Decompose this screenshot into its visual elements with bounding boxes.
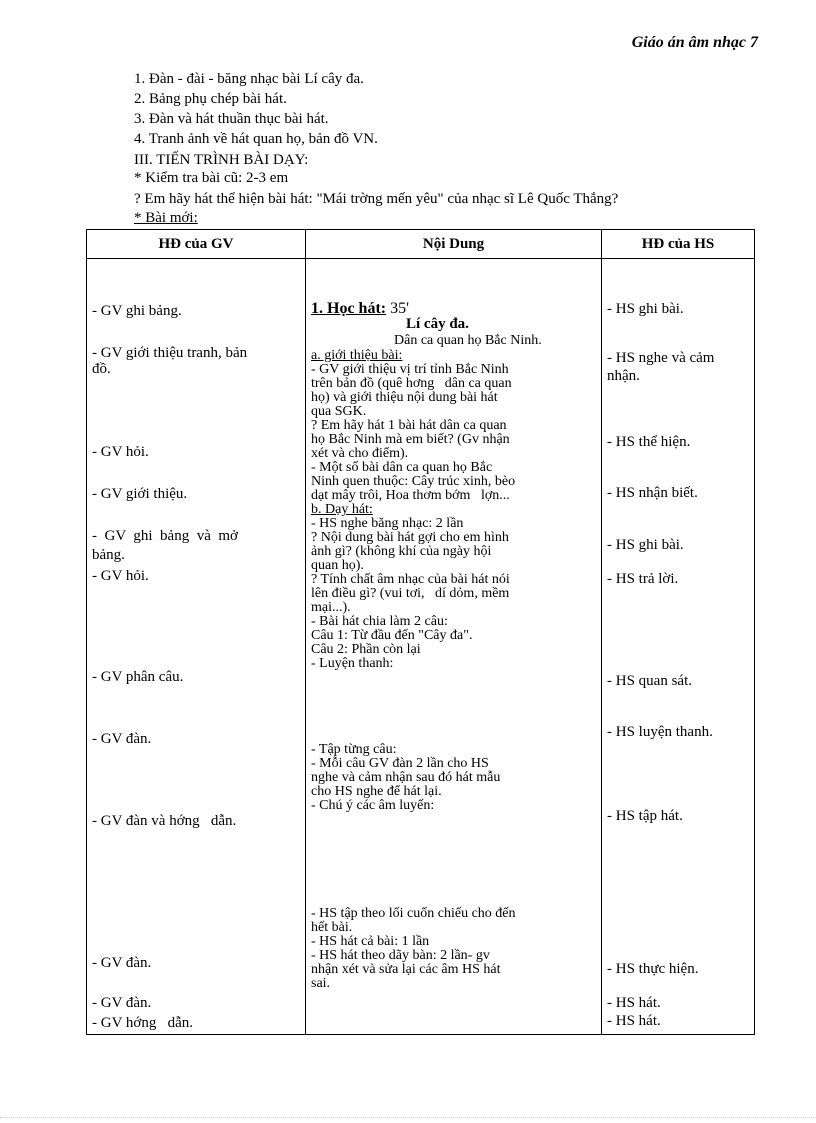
hs-item: nhận.	[607, 368, 640, 384]
hs-item: - HS luyện thanh.	[607, 724, 713, 740]
content-line: quan họ).	[311, 558, 364, 573]
content-line: ảnh gì? (không khí của ngày hội	[311, 544, 492, 559]
header-gv: HĐ của GV	[87, 230, 306, 259]
content-line: họ Bắc Ninh mà em biết? (Gv nhận	[311, 432, 510, 447]
gv-item: đồ.	[92, 361, 111, 377]
gv-item: - GV đàn.	[92, 995, 152, 1011]
gv-item: - GV giới thiệu.	[92, 486, 188, 502]
gv-item: - GV hỏi.	[92, 568, 149, 584]
content-line: Ninh quen thuộc: Cây trúc xinh, bèo	[311, 474, 516, 489]
song-title: Lí cây đa.	[406, 316, 469, 332]
content-line: ? Nội dung bài hát gợi cho em hình	[311, 530, 509, 545]
content-line: - GV giới thiệu vị trí tỉnh Bắc Ninh	[311, 362, 509, 377]
content-line: ? Tính chất âm nhạc của bài hát nói	[311, 572, 510, 587]
subheading: a. giới thiệu bài:	[311, 348, 403, 363]
content-line: nhận xét và sửa lại các âm HS hát	[311, 962, 501, 977]
page-header: Giáo án âm nhạc 7	[631, 34, 758, 51]
content-column	[306, 259, 602, 1035]
hs-item: - HS tập hát.	[607, 808, 683, 824]
content-line: họ) và giới thiệu nội dung bài hát	[311, 390, 498, 405]
gv-item: - GV ghi bảng và mở	[92, 528, 238, 544]
content-line: - Một số bài dân ca quan họ Bắc	[311, 460, 493, 475]
content-line: - HS hát cả bài: 1 lần	[311, 934, 430, 949]
content-line: Câu 1: Từ đầu đến "Cây đa".	[311, 628, 473, 643]
content-line: mại...).	[311, 600, 351, 615]
intro-line: 4. Tranh ảnh về hát quan họ, bản đồ VN.	[134, 131, 378, 147]
content-line: - Luyện thanh:	[311, 656, 394, 671]
gv-item: - GV hỏi.	[92, 444, 149, 460]
content-line: cho HS nghe để hát lại.	[311, 784, 442, 799]
intro-line: 1. Đàn - đài - băng nhạc bài Lí cây đa.	[134, 71, 364, 87]
gv-item: bảng.	[92, 547, 125, 563]
intro-line: 2. Bảng phụ chép bài hát.	[134, 91, 287, 107]
gv-item: - GV hớng dẫn.	[92, 1015, 193, 1031]
content-line: dạt mây trôi, Hoa thơm bớm lợn...	[311, 488, 510, 503]
content-line: xét và cho điểm).	[311, 446, 409, 461]
hs-item: - HS hát.	[607, 1013, 661, 1029]
content-line: - Tập từng câu:	[311, 742, 397, 757]
intro-question: ? Em hãy hát thể hiện bài hát: "Mái trờng mến yêu" của nhạc sĩ Lê Quốc Thắng?	[134, 191, 619, 207]
intro-line: * Kiểm tra bài cũ: 2-3 em	[134, 170, 289, 186]
hs-item: - HS thực hiện.	[607, 961, 699, 977]
content-line: hết bài.	[311, 920, 353, 935]
header-hs: HĐ của HS	[602, 230, 755, 259]
intro-line: 3. Đàn và hát thuần thục bài hát.	[134, 111, 329, 127]
gv-item: - GV đàn.	[92, 955, 152, 971]
content-line: sai.	[311, 976, 331, 991]
hs-item: - HS quan sát.	[607, 673, 692, 689]
content-line: - Mỗi câu GV đàn 2 lần cho HS	[311, 756, 489, 771]
hs-column	[602, 259, 755, 1035]
gv-item: - GV đàn và hớng dẫn.	[92, 813, 237, 829]
gv-column	[87, 259, 306, 1035]
content-line: - HS nghe băng nhạc: 2 lần	[311, 516, 464, 531]
content-line: lên điều gì? (vui tơi, dí dỏm, mềm	[311, 586, 510, 601]
section-heading: III. TIẾN TRÌNH BÀI DẠY:	[134, 152, 309, 168]
song-origin: Dân ca quan họ Bắc Ninh.	[394, 333, 542, 348]
intro-line: * Bài mới:	[134, 210, 198, 226]
content-line: ? Em hãy hát 1 bài hát dân ca quan	[311, 418, 507, 433]
content-line: trên bản đồ (quê hơng dân ca quan	[311, 376, 512, 391]
page-bottom-divider	[0, 1117, 816, 1118]
hs-item: - HS nhận biết.	[607, 485, 698, 501]
hs-item: - HS hát.	[607, 995, 661, 1011]
gv-item: - GV ghi bảng.	[92, 303, 182, 319]
gv-item: - GV phân câu.	[92, 669, 184, 685]
hs-item: - HS thể hiện.	[607, 434, 691, 450]
subheading: b. Dạy hát:	[311, 502, 373, 517]
content-line: Câu 2: Phần còn lại	[311, 642, 421, 657]
content-line: - HS tập theo lối cuốn chiếu cho đến	[311, 906, 516, 921]
content-line: nghe và cảm nhận sau đó hát mẫu	[311, 770, 501, 785]
hs-item: - HS trả lời.	[607, 571, 679, 587]
gv-item: - GV giới thiệu tranh, bản	[92, 345, 248, 361]
content-line: - Chú ý các âm luyến:	[311, 798, 435, 813]
hs-item: - HS nghe và cảm	[607, 350, 715, 366]
content-line: qua SGK.	[311, 404, 367, 419]
content-line: - HS hát theo dãy bàn: 2 lần- gv	[311, 948, 490, 963]
table-header-row	[87, 230, 755, 259]
table-row	[87, 259, 755, 1035]
content-line: - Bài hát chia làm 2 câu:	[311, 614, 448, 629]
hs-item: - HS ghi bài.	[607, 301, 684, 317]
gv-item: - GV đàn.	[92, 731, 152, 747]
hs-item: - HS ghi bài.	[607, 537, 684, 553]
lesson-table	[86, 229, 755, 1035]
lesson-heading: 1. Học hát: 35'	[311, 300, 409, 317]
header-content: Nội Dung	[306, 230, 602, 259]
